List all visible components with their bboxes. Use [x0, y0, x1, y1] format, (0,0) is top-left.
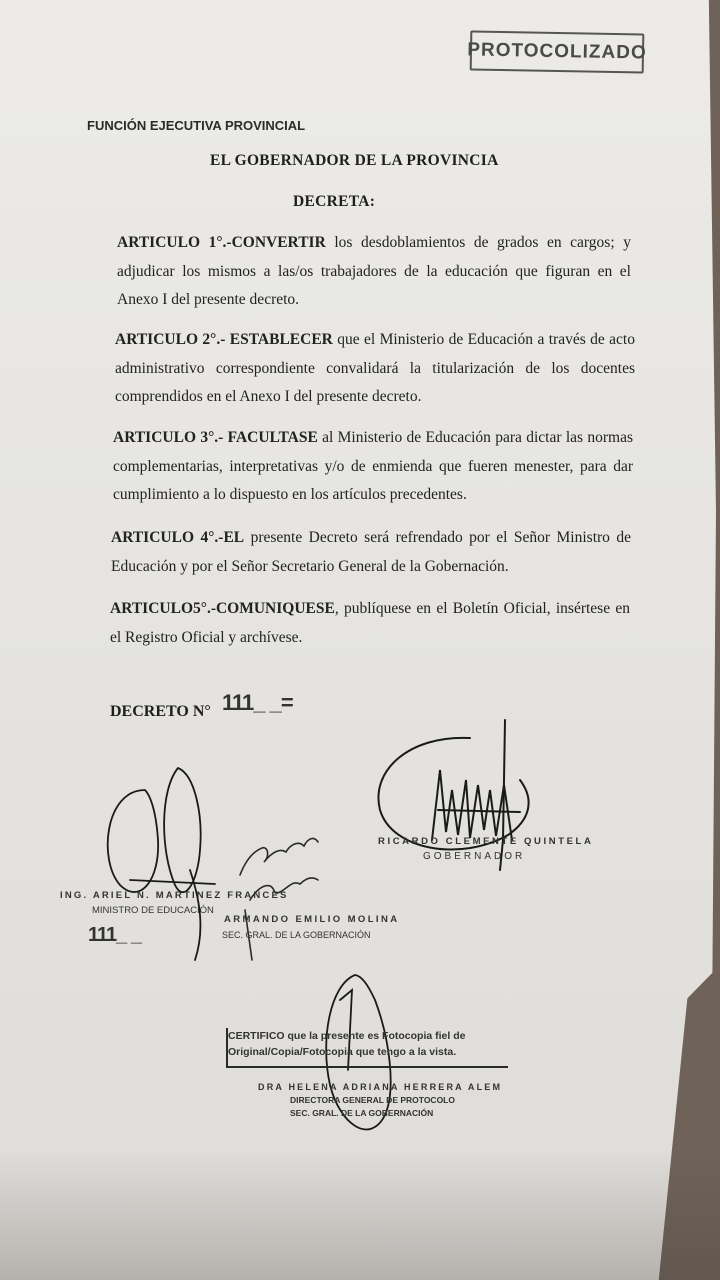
article-4: ARTICULO 4°.-EL presente Decreto será refrendado por el Señor Ministro de Educación y por el Señor Secretario General de la Gobernación. — [111, 529, 631, 575]
authority-heading: EL GOBERNADOR DE LA PROVINCIA — [210, 152, 499, 169]
article-5: ARTICULO5°.-COMUNIQUESE, publíquese en el Boletín Oficial, insértese en el Registro Oficial y archívese. — [110, 600, 630, 646]
article-1: ARTICULO 1°.-CONVERTIR los desdoblamientos de grados en cargos; y adjudicar los mismos a las/os trabajadores de la educación que figuran en el Anexo I del presente decreto. — [117, 234, 631, 308]
certification-line-1: CERTIFICO que la presente es Fotocopia fiel de — [228, 1030, 466, 1042]
governor-title: GOBERNADOR — [423, 851, 526, 862]
secretary-name: ARMANDO EMILIO MOLINA — [224, 914, 400, 925]
article-2: ARTICULO 2°.- ESTABLECER que el Ministerio de Educación a través de acto administrativo correspondiente convalidará la titularización de los docentes comprendidos en el Anexo I del presente decreto. — [115, 331, 635, 405]
minister-number-stamp: 111_ _ — [88, 924, 141, 946]
decree-number-stamp: 111_ _= — [222, 690, 293, 715]
governor-name: RICARDO CLEMENTE QUINTELA — [378, 836, 594, 847]
decree-verb-heading: DECRETA: — [293, 193, 376, 210]
certifier-title-1: DIRECTORA GENERAL DE PROTOCOLO — [290, 1095, 455, 1105]
page-shadow — [0, 1150, 720, 1280]
protocolizado-stamp: PROTOCOLIZADO — [470, 30, 645, 73]
office-heading: FUNCIÓN EJECUTIVA PROVINCIAL — [87, 118, 306, 133]
article-3: ARTICULO 3°.- FACULTASE al Ministerio de Educación para dictar las normas complementarias, interpretativas y/o de enmienda que fueren menester, para dar cumplimiento a lo dispuesto en los artículos precedentes. — [113, 429, 633, 503]
certifier-title-2: SEC. GRAL. DE LA GOBERNACIÓN — [290, 1108, 434, 1118]
certifier-name: DRA HELENA ADRIANA HERRERA ALEM — [258, 1082, 503, 1092]
secretary-title: SEC. GRAL. DE LA GOBERNACIÓN — [222, 930, 371, 940]
decree-number-label: DECRETO N° — [110, 703, 211, 720]
minister-title: MINISTRO DE EDUCACIÓN — [92, 905, 214, 916]
certification-line-2: Original/Copia/Fotocopia que tengo a la vista. — [228, 1046, 457, 1058]
minister-name: ING. ARIEL N. MARTINEZ FRANCES — [60, 890, 289, 901]
